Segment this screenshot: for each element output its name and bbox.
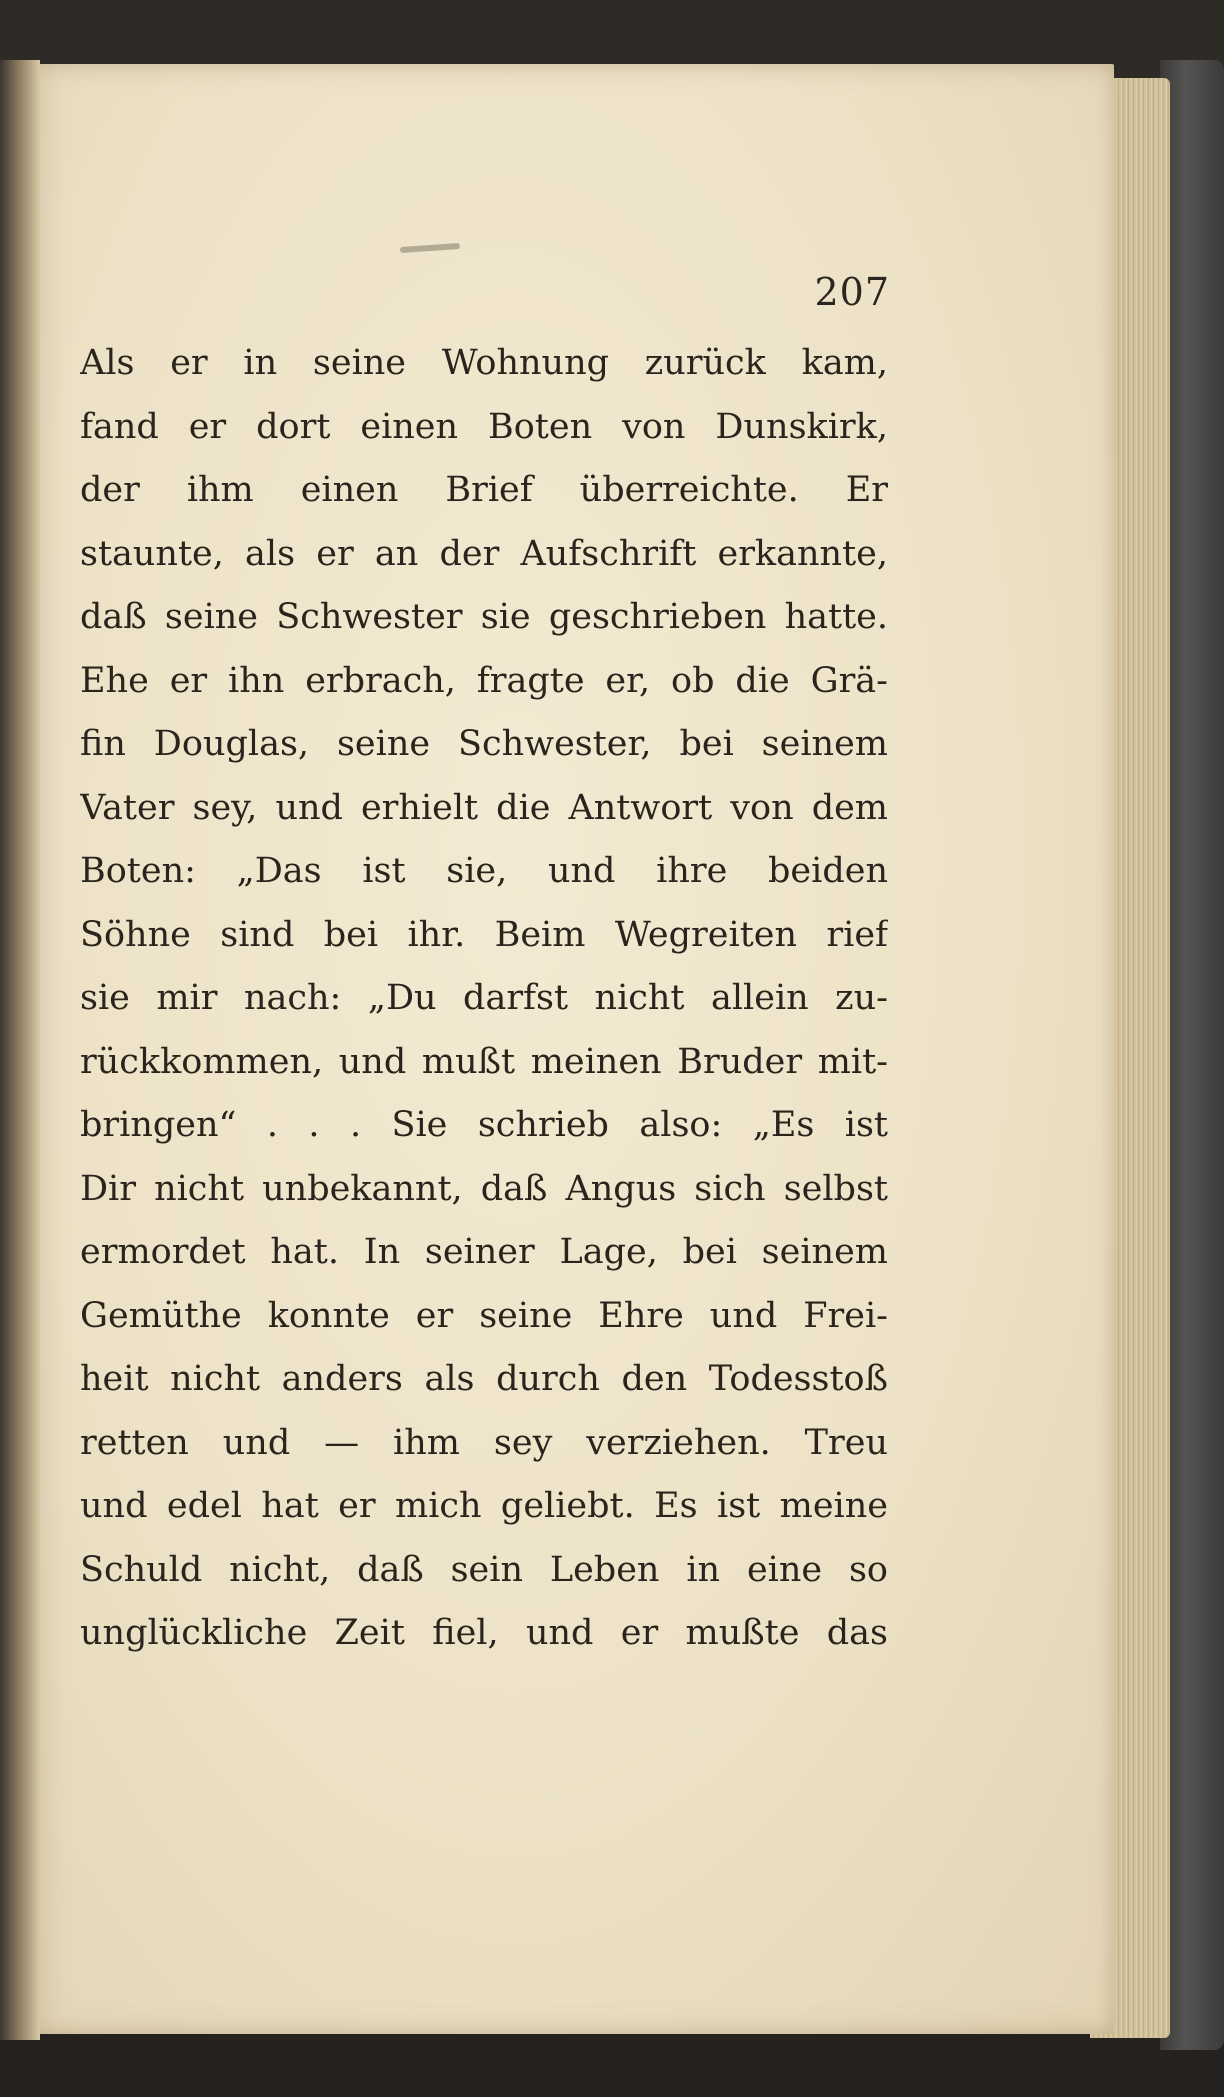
page-number: 207 (814, 270, 890, 314)
text-line: Söhne sind bei ihr. Beim Wegreiten rief (80, 914, 888, 955)
text-line: Als er in seine Wohnung zurück kam, (80, 343, 888, 383)
text-line: fin Douglas, seine Schwester, bei seinem (80, 724, 888, 764)
binding-gutter (0, 60, 40, 2040)
text-line: Vater sey, und erhielt die Antwort von dem (80, 787, 888, 828)
text-line: Schuld nicht, daß sein Leben in eine so (80, 1549, 888, 1590)
text-line: Ehe er ihn erbrach, fragte er, ob die Grä- (80, 660, 888, 701)
text-line: heit nicht anders als durch den Todesstoß (80, 1359, 888, 1399)
text-line: rückkommen, und mußt meinen Bruder mit- (80, 1041, 888, 1082)
text-line: Boten: „Das ist sie, und ihre beiden (80, 851, 888, 891)
text-line: Dir nicht unbekannt, daß Angus sich selbst (80, 1168, 888, 1209)
text-line: der ihm einen Brief überreichte. Er (80, 470, 888, 510)
text-line: sie mir nach: „Du darfst nicht allein zu- (80, 978, 888, 1018)
text-line: daß seine Schwester sie geschrieben hatte. (80, 597, 888, 637)
page-text (80, 332, 888, 1666)
text-line: und edel hat er mich geliebt. Es ist meine (80, 1486, 888, 1526)
text-line: retten und — ihm sey verziehen. Treu (80, 1422, 888, 1463)
text-line: staunte, als er an der Aufschrift erkannte, (80, 533, 888, 574)
text-line: unglückliche Zeit fiel, und er mußte das (80, 1613, 888, 1653)
text-line: Gemüthe konnte er seine Ehre und Frei- (80, 1295, 888, 1336)
text-line: fand er dort einen Boten von Dunskirk, (80, 406, 888, 447)
text-line: ermordet hat. In seiner Lage, bei seinem (80, 1232, 888, 1272)
text-line: bringen“ . . . Sie schrieb also: „Es ist (80, 1105, 888, 1145)
